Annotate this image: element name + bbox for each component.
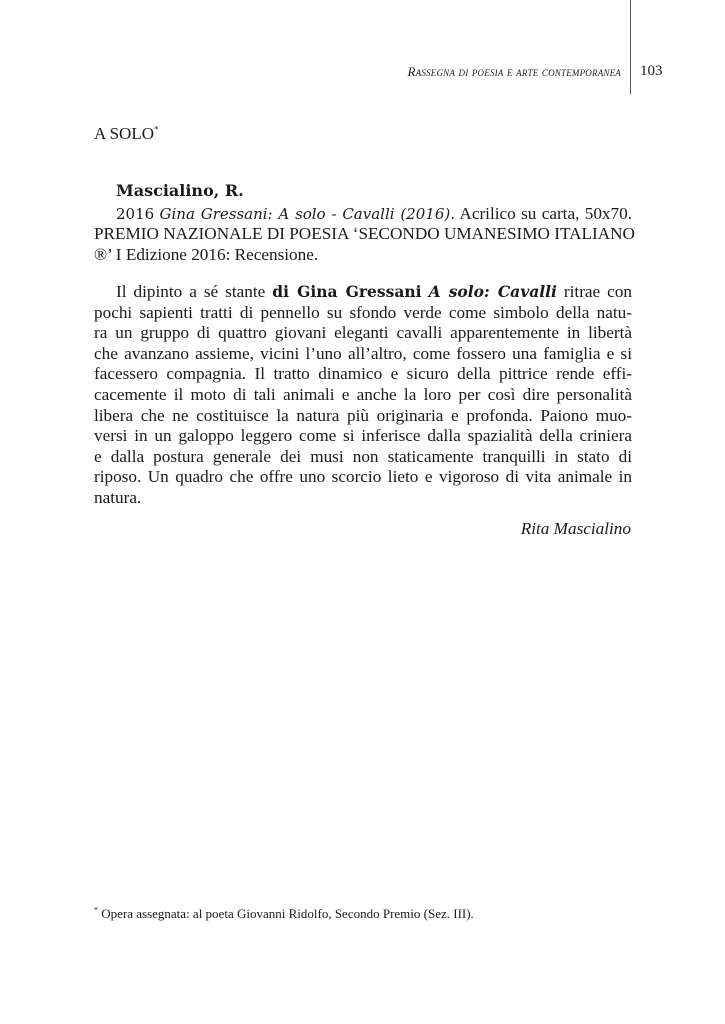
review-line: libera che ne costituisce la natura più originaria e profonda. Paiono muo-	[94, 405, 632, 425]
review-line-1	[94, 282, 632, 303]
reference-author: Mascialino, R.	[116, 181, 244, 200]
reference-year: 2016	[116, 204, 155, 223]
artist-name: di Gina Gressani	[272, 282, 422, 301]
review-line: riposo. Un quadro che offre uno scorcio lieto e vigoroso di vita animale in	[94, 467, 632, 487]
header-divider	[630, 0, 631, 94]
reference-work-title: Gina Gressani: A solo - Cavalli (2016).	[159, 204, 456, 223]
review-line: natura.	[94, 487, 142, 507]
review-signature: Rita Mascialino	[520, 519, 631, 538]
review-line: cacemente il moto di tali animali e anche la loro per così dire personalità	[94, 384, 632, 404]
running-head: Rassegna di poesia e arte contemporanea	[407, 64, 621, 79]
footnote-text: Opera assegnata: al poeta Giovanni Ridolfo, Secondo Premio (Sez. III).	[98, 906, 474, 921]
review-line: ra un gruppo di quattro giovani eleganti cavalli apparentemente in libertà	[94, 323, 632, 343]
review-line: versi in un galoppo leggero come si inferisce dalla spazialità della criniera	[94, 426, 632, 446]
reference-line-2: PREMIO NAZIONALE DI POESIA ‘SECONDO UMANESIMO ITALIANO	[94, 224, 635, 244]
reference-line-3: ®’ I Edizione 2016: Recensione.	[94, 244, 319, 264]
reference-details: Acrilico su carta, 50x70.	[459, 203, 632, 223]
review-text: Il dipinto a sé stante	[116, 282, 273, 301]
page-number: 103	[640, 63, 663, 79]
review-line: e dalla postura generale dei musi non staticamente tranquilli in stato di	[94, 446, 632, 466]
section-title-text: A SOLO	[94, 124, 154, 143]
artwork-title: A solo: Cavalli	[428, 282, 557, 301]
section-title	[94, 124, 158, 144]
review-line: pochi sapienti tratti di pennello su sfondo verde come simbolo della natu-	[94, 302, 632, 322]
footnote-marker: *	[153, 124, 159, 135]
reference-line-1	[94, 204, 632, 225]
footnote-marker: *	[94, 905, 98, 915]
reference-block	[94, 181, 635, 265]
review-line: che avanzano assieme, vicini l’uno all’altro, come fossero una famiglia e si	[94, 343, 632, 363]
footnote	[94, 906, 474, 922]
review-line: facessero compagnia. Il tratto dinamico e sicuro della pittrice rende effi-	[94, 364, 632, 384]
review-body	[94, 282, 632, 509]
review-text: ritrae con	[556, 282, 633, 301]
